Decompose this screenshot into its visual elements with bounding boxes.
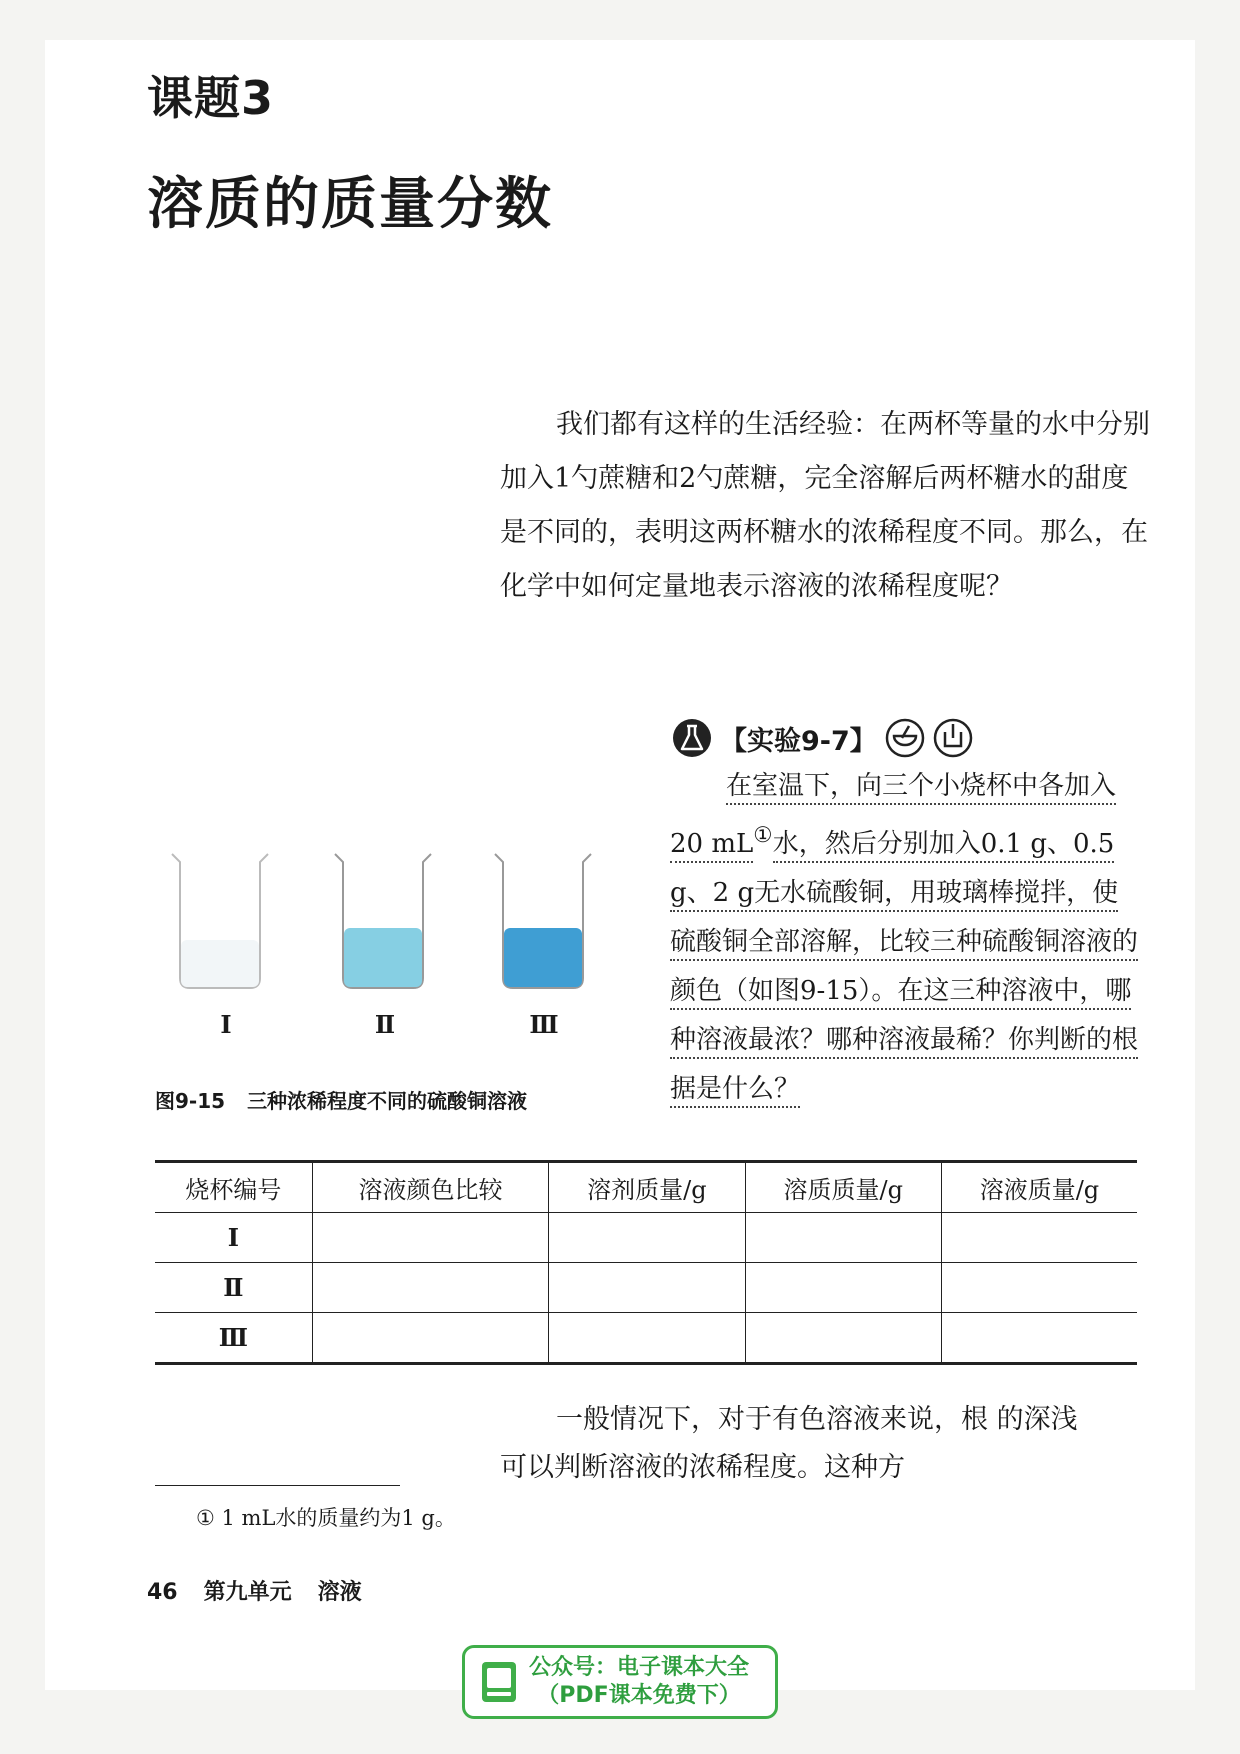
intro-paragraph: 我们都有这样的生活经验：在两杯等量的水中分别加入1勺蔗糖和2勺蔗糖，完全溶解后两杯糖水的甜度是不同的，表明这两杯糖水的浓稀程度不同。那么，在化学中如何定量地表示溶液的浓稀程度呢？ (500, 409, 1150, 602)
unit-name: 第九单元 (203, 1580, 292, 1605)
page-footer (147, 1575, 388, 1606)
watermark-line-2: （PDF课本免费下） (537, 1683, 741, 1708)
experiment-text (670, 762, 1140, 1114)
book-icon (479, 1659, 519, 1705)
chapter-name: 溶液 (317, 1580, 362, 1605)
beaker-3-solution (504, 928, 582, 987)
table-cell (745, 1263, 941, 1313)
figure-caption (155, 1085, 527, 1114)
experiment-heading (672, 718, 973, 758)
beaker-3 (495, 854, 591, 988)
beaker-figure (160, 850, 610, 1000)
watermark-badge (462, 1645, 778, 1719)
table-header: 溶液颜色比较 (312, 1162, 548, 1213)
table-row (155, 1313, 1137, 1364)
table-cell (312, 1313, 548, 1364)
table-cell (312, 1263, 548, 1313)
table-cell (745, 1213, 941, 1263)
dissolve-beaker-icon (933, 718, 973, 758)
beaker-label-1: Ⅰ (220, 1010, 232, 1039)
beaker-label-2: Ⅱ (374, 1010, 396, 1039)
table-cell (941, 1263, 1137, 1313)
table-row (155, 1263, 1137, 1313)
table-row (155, 1213, 1137, 1263)
watermark-line-1: 公众号：电子课本大全 (529, 1655, 750, 1680)
table-cell-beaker-id: Ⅲ (218, 1323, 249, 1352)
lesson-title: 溶质的质量分数 (147, 172, 553, 237)
table-cell (312, 1213, 548, 1263)
beaker-2-solution (344, 928, 422, 987)
beaker-label-3: Ⅲ (529, 1010, 559, 1039)
table-cell (941, 1313, 1137, 1364)
flask-icon (672, 718, 712, 758)
stir-bowl-icon (885, 718, 925, 758)
table-cell (549, 1213, 745, 1263)
figure-caption-text: 三种浓稀程度不同的硫酸铜溶液 (247, 1089, 528, 1113)
table-header: 溶剂质量/g (549, 1162, 745, 1213)
footnote: ① 1 mL水的质量约为1 g。 (196, 1506, 456, 1530)
table-header-row (155, 1162, 1137, 1213)
table-cell (941, 1213, 1137, 1263)
footnote-divider (155, 1485, 400, 1486)
table-cell (745, 1313, 941, 1364)
table-cell (549, 1263, 745, 1313)
figure-number: 图9-15 (155, 1089, 226, 1113)
table-header: 溶液质量/g (941, 1162, 1137, 1213)
body-paragraph-2: 一般情况下，对于有色溶液来说，根 的深浅可以判断溶液的浓稀程度。这种方 (500, 1404, 1078, 1483)
table-cell-beaker-id: Ⅰ (227, 1223, 240, 1252)
experiment-label: 【实验9-7】 (720, 725, 877, 757)
beaker-1-solution (181, 940, 259, 987)
watermark-text (529, 1654, 749, 1710)
record-table (155, 1160, 1137, 1365)
experiment-text-part2: 水，然后分别加入0.1 g、0.5 g、2 g无水硫酸铜，用玻璃棒搅拌，使硫酸铜全部溶解，比较三种硫酸铜溶液的颜色（如图9-15）。在这三种溶液中，哪种溶液最浓？哪种溶液最稀？你判断的根据是什么？ (670, 829, 1138, 1108)
table-cell (549, 1313, 745, 1364)
table-header: 溶质质量/g (745, 1162, 941, 1213)
table-header: 烧杯编号 (185, 1176, 282, 1204)
experiment-text-part1: 在室温下，向三个小烧杯中各加入20 mL (670, 771, 1116, 863)
beaker-2 (335, 854, 431, 988)
page-number: 46 (147, 1580, 178, 1605)
table-cell-beaker-id: Ⅱ (223, 1273, 244, 1302)
footnote-marker: ① (753, 823, 773, 848)
beaker-1 (172, 854, 268, 988)
lesson-number: 课题3 (147, 71, 275, 125)
